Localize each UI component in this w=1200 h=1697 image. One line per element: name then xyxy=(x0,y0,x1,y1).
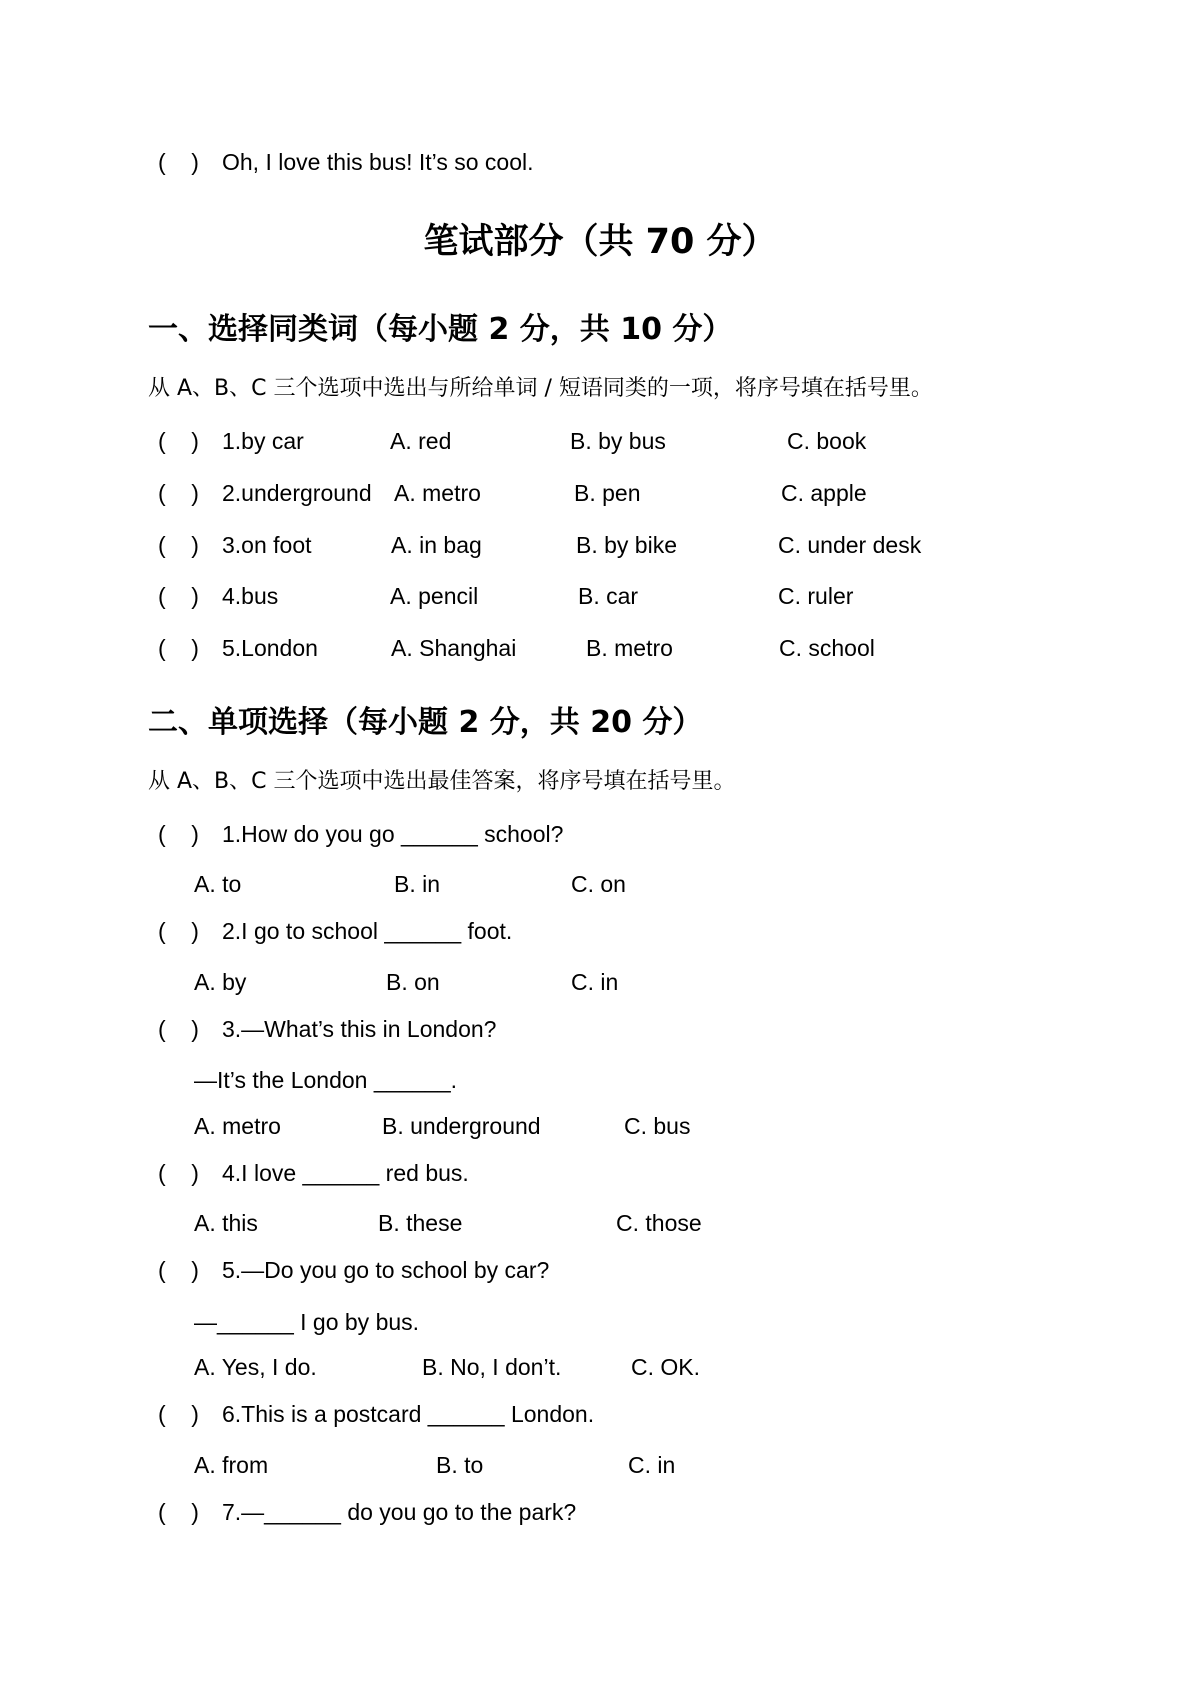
option-b: B. in xyxy=(394,871,441,897)
option-b: B. to xyxy=(436,1452,484,1478)
answer-bracket[interactable]: ( ) xyxy=(158,1499,199,1525)
answer-bracket[interactable]: ( ) xyxy=(158,480,199,506)
answer-bracket[interactable]: ( ) xyxy=(158,1401,199,1427)
question-word: 5.London xyxy=(222,635,318,661)
option-c: C. ruler xyxy=(778,583,854,609)
dialogue-answer: —It’s the London ______. xyxy=(194,1067,458,1093)
option-a: A. from xyxy=(194,1452,269,1478)
question-word: 4.bus xyxy=(222,583,279,609)
option-a: A. metro xyxy=(194,1113,281,1139)
option-c: C. bus xyxy=(624,1113,691,1139)
option-a: A. red xyxy=(390,428,452,454)
answer-bracket[interactable]: ( ) xyxy=(158,918,199,944)
option-b: B. No, I don’t. xyxy=(422,1354,562,1380)
answer-bracket[interactable]: ( ) xyxy=(158,428,199,454)
question-text: 5.—Do you go to school by car? xyxy=(222,1257,550,1283)
question-text: 2.I go to school ______ foot. xyxy=(222,918,513,944)
question-text: 7.—______ do you go to the park? xyxy=(222,1499,577,1525)
question-word: 1.by car xyxy=(222,428,304,454)
option-a: A. metro xyxy=(394,480,481,506)
answer-bracket[interactable]: ( ) xyxy=(158,1016,199,1042)
option-c: C. on xyxy=(571,871,626,897)
answer-bracket[interactable]: ( ) xyxy=(158,1257,199,1283)
answer-bracket[interactable]: ( ) xyxy=(158,532,199,558)
option-c: C. those xyxy=(616,1210,702,1236)
option-b: B. by bike xyxy=(576,532,677,558)
question-word: 2.underground xyxy=(222,480,372,506)
question-text: 6.This is a postcard ______ London. xyxy=(222,1401,595,1427)
option-b: B. pen xyxy=(574,480,641,506)
option-c: C. school xyxy=(779,635,875,661)
answer-bracket[interactable]: ( ) xyxy=(158,583,199,609)
option-c: C. book xyxy=(787,428,867,454)
option-a: A. by xyxy=(194,969,247,995)
section2-instruction: 从 A、B、C 三个选项中选出最佳答案，将序号填在括号里。 xyxy=(148,769,736,794)
question-text: 1.How do you go ______ school? xyxy=(222,821,564,847)
option-b: B. these xyxy=(378,1210,463,1236)
option-c: C. OK. xyxy=(631,1354,701,1380)
section2-heading: 二、单项选择（每小题 2 分，共 20 分） xyxy=(148,705,703,740)
answer-bracket[interactable]: ( ) xyxy=(158,821,199,847)
listening-item-text: Oh, I love this bus! It’s so cool. xyxy=(222,149,534,175)
option-a: A. pencil xyxy=(390,583,479,609)
option-c: C. under desk xyxy=(778,532,922,558)
option-a: A. this xyxy=(194,1210,258,1236)
page-title: 笔试部分（共 70 分） xyxy=(423,222,777,262)
option-c: C. in xyxy=(628,1452,676,1478)
option-a: A. to xyxy=(194,871,242,897)
option-a: A. in bag xyxy=(391,532,482,558)
answer-bracket[interactable]: ( ) xyxy=(158,635,199,661)
answer-bracket[interactable]: ( ) xyxy=(158,149,199,175)
option-b: B. car xyxy=(578,583,639,609)
option-c: C. in xyxy=(571,969,619,995)
dialogue-answer: —______ I go by bus. xyxy=(194,1309,420,1335)
option-b: B. by bus xyxy=(570,428,666,454)
option-a: A. Shanghai xyxy=(391,635,517,661)
section1-heading: 一、选择同类词（每小题 2 分，共 10 分） xyxy=(148,312,733,347)
option-a: A. Yes, I do. xyxy=(194,1354,317,1380)
option-c: C. apple xyxy=(781,480,867,506)
question-word: 3.on foot xyxy=(222,532,312,558)
option-b: B. underground xyxy=(382,1113,541,1139)
answer-bracket[interactable]: ( ) xyxy=(158,1160,199,1186)
question-text: 4.I love ______ red bus. xyxy=(222,1160,469,1186)
option-b: B. metro xyxy=(586,635,673,661)
question-text: 3.—What’s this in London? xyxy=(222,1016,497,1042)
option-b: B. on xyxy=(386,969,440,995)
section1-instruction: 从 A、B、C 三个选项中选出与所给单词 / 短语同类的一项，将序号填在括号里。 xyxy=(148,376,933,401)
